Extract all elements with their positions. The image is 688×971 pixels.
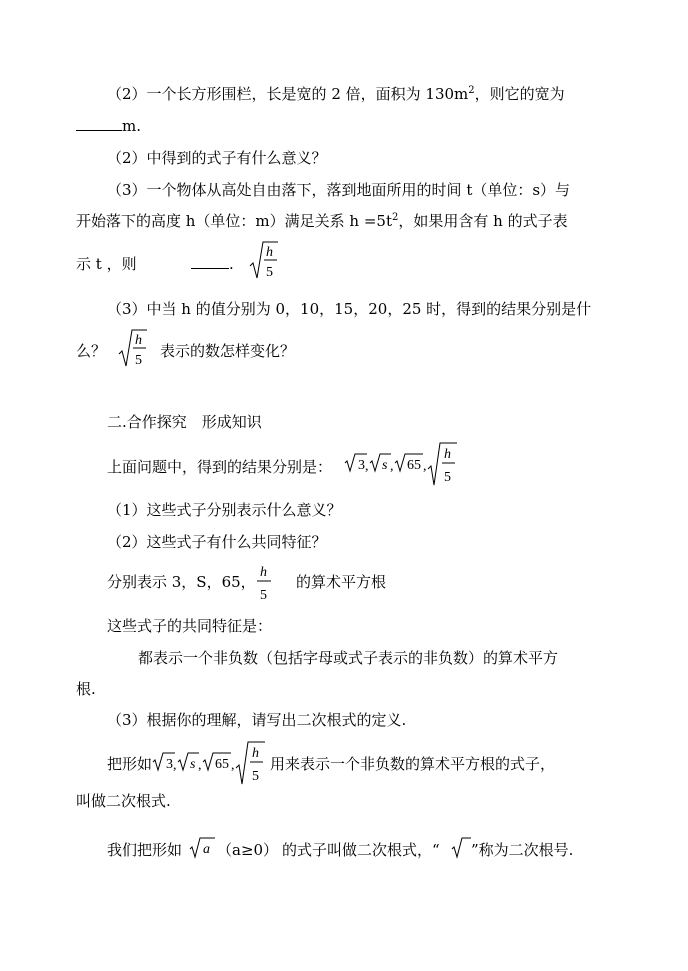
- q3-line2: 开始落下的高度 h（单位：m）满足关系 $h =5t^2$，如果用含有 h 的式子表: [76, 212, 568, 230]
- final-condition: （a≥0）: [217, 841, 279, 859]
- radical-sign: [370, 454, 391, 471]
- radical-sign: [236, 742, 265, 784]
- svg-text:a: a: [203, 842, 210, 857]
- svg-text:,: ,: [198, 758, 202, 773]
- q3-line1: （3）一个物体从高处自由落下，落到地面所用的时间 t（单位：s）与: [107, 181, 571, 199]
- final-b: 的式子叫做二次根式，“: [282, 841, 440, 859]
- radical-sign: [428, 443, 457, 485]
- section2-q1: （1）这些式子分别表示什么意义？: [107, 501, 342, 519]
- common-feature-2: 根.: [76, 680, 96, 698]
- sqrt-meaning-a: 分别表示 3，S，65，: [107, 573, 256, 591]
- sqrt-results-list: [345, 441, 465, 489]
- svg-text:,: ,: [390, 459, 394, 474]
- common-feature-1: 都表示一个非负数（包括字母或式子表示的非负数）的算术平方: [138, 649, 559, 667]
- svg-text:h: h: [260, 565, 267, 580]
- q3-line3: 示 t ，则: [76, 255, 137, 273]
- final-c: ”称为二次根号.: [471, 841, 574, 859]
- section2-q3: （3）根据你的理解，请写出二次根式的定义.: [107, 711, 407, 729]
- svg-text:,: ,: [231, 758, 235, 773]
- sqrt-a: [189, 835, 217, 861]
- final-a: 我们把形如: [107, 841, 183, 859]
- sqrt-meaning-b: 的算术平方根: [296, 573, 387, 591]
- numerator-h: h: [135, 333, 142, 348]
- svg-text:65: 65: [407, 458, 421, 473]
- svg-text:5: 5: [252, 769, 259, 784]
- answer-blank[interactable]: [76, 116, 122, 131]
- svg-text:5: 5: [260, 588, 267, 603]
- q3-answer: .: [191, 254, 234, 274]
- definition-a: 把形如: [107, 755, 153, 773]
- section-heading: 二.合作探究 形成知识: [107, 413, 262, 431]
- svg-text:65: 65: [215, 757, 229, 772]
- section2-q2: （2）这些式子有什么共同特征？: [107, 533, 327, 551]
- q3-values-line2b: 表示的数怎样变化？: [160, 342, 296, 360]
- numerator-h: h: [266, 245, 273, 260]
- definition-b: 用来表示一个非负数的算术平方根的式子，: [270, 755, 556, 773]
- answer-blank[interactable]: [191, 254, 229, 269]
- svg-text:,: ,: [365, 459, 369, 474]
- denominator-5: 5: [266, 265, 273, 280]
- denominator-5: 5: [135, 353, 142, 368]
- svg-text:h: h: [252, 746, 259, 761]
- svg-text:,: ,: [173, 758, 177, 773]
- q3-values-line2a: 么？: [76, 342, 107, 360]
- svg-text:s: s: [382, 458, 388, 473]
- svg-text:5: 5: [444, 470, 451, 485]
- q2-line2: m.: [76, 116, 141, 136]
- fraction-h-over-5: [255, 562, 275, 604]
- sqrt-h-over-5: [118, 328, 148, 370]
- svg-text:h: h: [444, 447, 451, 462]
- radical-sign: [178, 753, 199, 770]
- sqrt-h-over-5: [249, 240, 279, 282]
- svg-text:3: 3: [358, 458, 365, 473]
- svg-text:3: 3: [166, 757, 173, 772]
- sqrt-definition-list: [153, 740, 273, 788]
- q3-values-line1: （3）中当 h 的值分别为 0，10，15，20，25 时，得到的结果分别是什: [107, 300, 592, 318]
- q2-meaning: （2）中得到的式子有什么意义？: [107, 149, 327, 167]
- svg-text:,: ,: [423, 459, 427, 474]
- radical-symbol-icon: [451, 835, 473, 861]
- definition-c: 叫做二次根式.: [76, 792, 171, 810]
- results-text: 上面问题中，得到的结果分别是：: [107, 458, 333, 476]
- q2-line1: （2）一个长方形围栏，长是宽的 2 倍，面积为 $130m^2$，则它的宽为: [107, 85, 565, 103]
- common-feature-label: 这些式子的共同特征是：: [107, 617, 273, 635]
- svg-text:s: s: [190, 757, 196, 772]
